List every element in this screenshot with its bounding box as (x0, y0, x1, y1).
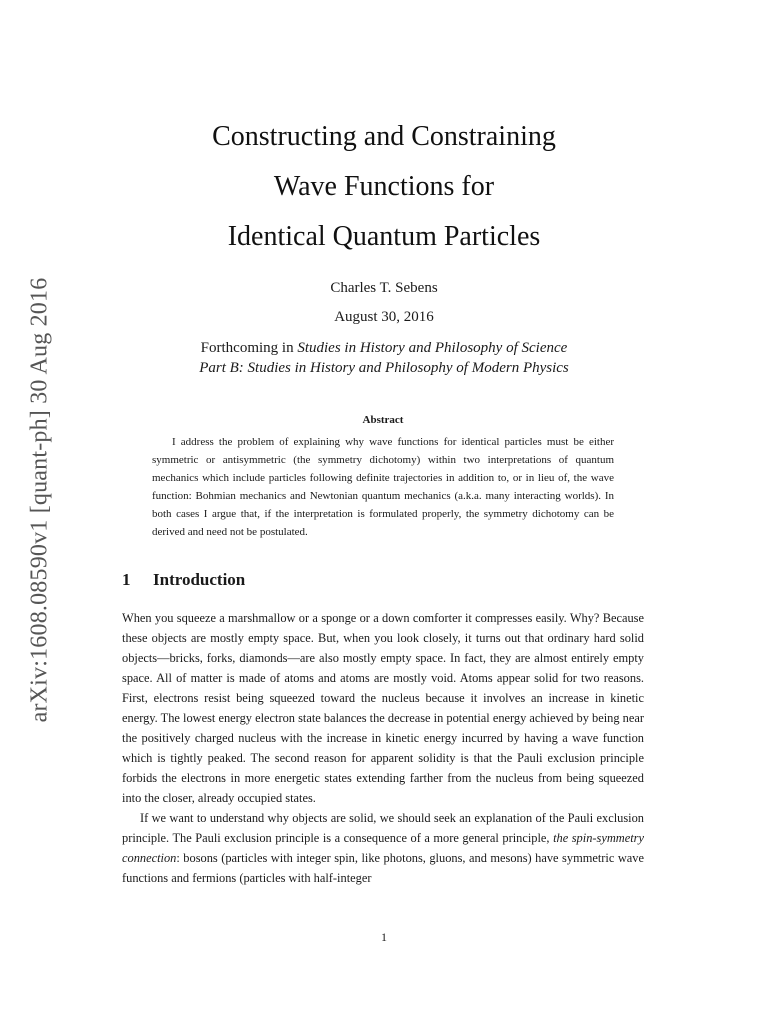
paragraph-2-before: If we want to understand why objects are solid, we should seek an explanation of the Pauli exclusion principle. The Pauli exclusion principle is a consequence of a more general principle, (122, 811, 644, 845)
forthcoming-prefix: Forthcoming in (200, 340, 298, 356)
title-line-1: Constructing and Constraining (212, 121, 556, 152)
section-number: 1 (122, 570, 131, 589)
section-title: Introduction (153, 570, 246, 589)
abstract (152, 411, 614, 541)
abstract-heading: Abstract (362, 414, 404, 426)
publication-date: August 30, 2016 (334, 309, 434, 325)
title-block (120, 112, 648, 378)
author-name: Charles T. Sebens (330, 280, 438, 296)
arxiv-identifier-stamp: arXiv:1608.08590v1 [quant-ph] 30 Aug 2016 (26, 277, 53, 723)
journal-name-line-2: Part B: Studies in History and Philosophy of Modern Physics (199, 360, 569, 376)
paragraph-2-emphasis: the spin-symmetry connection (122, 831, 644, 865)
page-number: 1 (381, 930, 387, 944)
body-text (122, 608, 644, 888)
paragraph-2-after: : bosons (particles with integer spin, like photons, gluons, and mesons) have symmetric wave functions and fermions (particles with half-integer (122, 851, 644, 885)
paragraph-2 (122, 808, 644, 888)
journal-name-line-1: Studies in History and Philosophy of Science (297, 340, 568, 356)
title-line-3: Identical Quantum Particles (227, 221, 541, 252)
section-heading (122, 570, 245, 590)
abstract-text: I address the problem of explaining why wave functions for identical particles must be either symmetric or antisymmetric (the symmetry dichotomy) within two interpretations of quantum mechanics which include particles following definite trajectories in addition to, or in lieu of, the wave function: Bohmian mechanics and Newtonian quantum mechanics (a.k.a. many interacting worlds). In both cases I argue that, if the interpretation is formulated properly, the symmetry dichotomy can be derived and need not be postulated. (152, 436, 614, 538)
title-line-2: Wave Functions for (273, 171, 495, 202)
forthcoming-note (120, 338, 648, 378)
paragraph-1: When you squeeze a marshmallow or a sponge or a down comforter it compresses easily. Why? Because these objects are mostly empty space. But, when you look closely, it turns out that ordinary hard solid objects—bricks, forks, diamonds—are also mostly empty space. In fact, they are almost entirely empty space. All of matter is made of atoms and atoms are mostly void. Atoms appear solid for two reasons. First, electrons resist being squeezed toward the nucleus because it involves an increase in kinetic energy. The lowest energy electron state balances the decrease in potential energy achieved by being near the positively charged nucleus with the increase in kinetic energy incurred by having a wave function which is tightly peaked. The second reason for apparent solidity is that the Pauli exclusion principle forbids the electrons in more energetic states extending farther from the nucleus from being squeezed into the closer, already occupied states. (122, 611, 644, 805)
